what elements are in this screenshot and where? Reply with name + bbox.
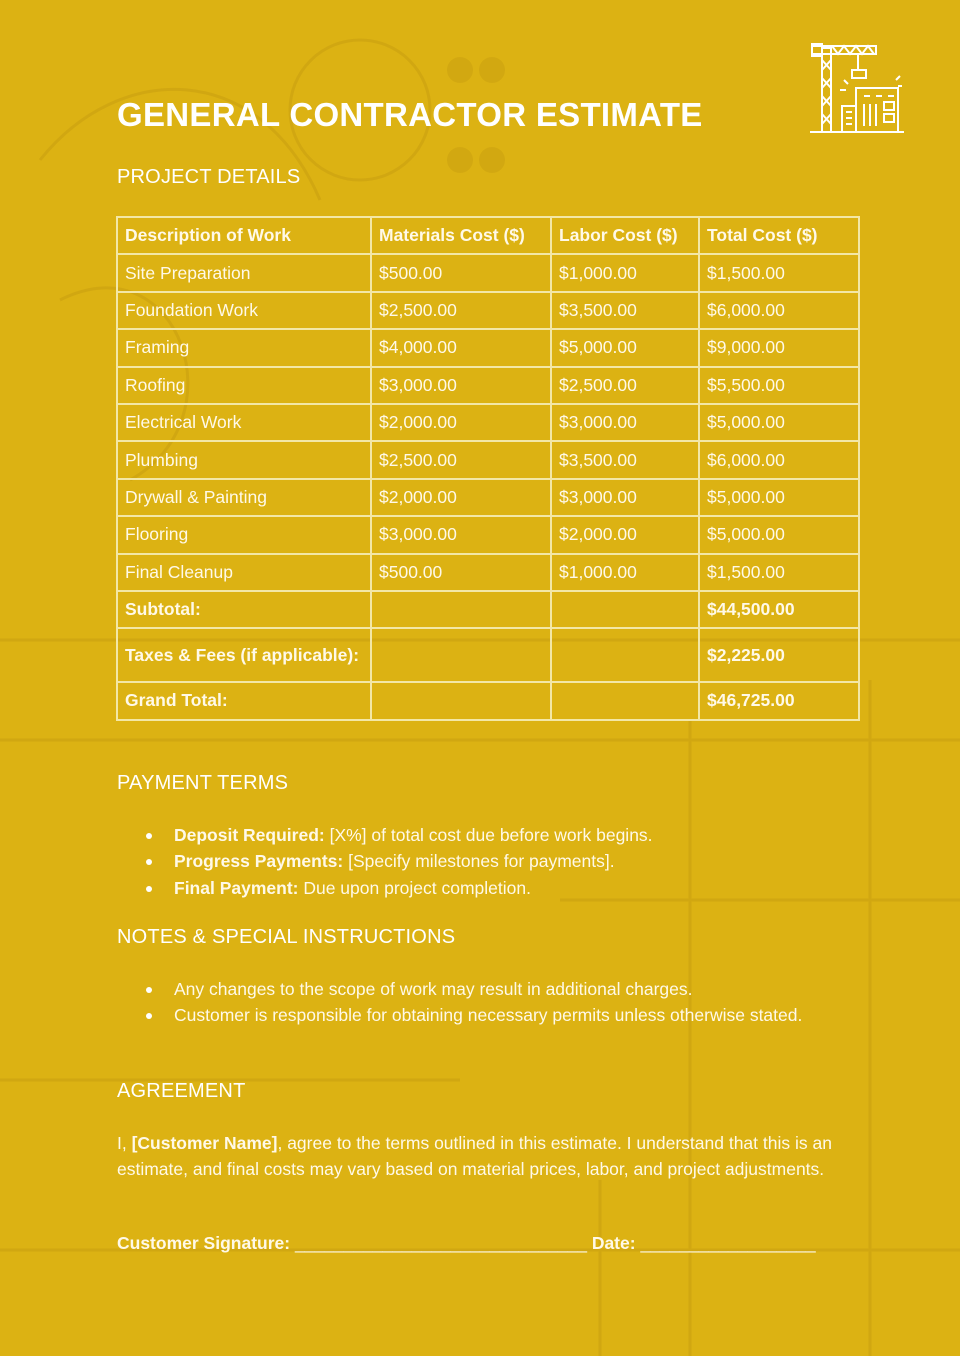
cell-description: Final Cleanup xyxy=(117,554,371,591)
payment-terms-heading: PAYMENT TERMS xyxy=(117,772,289,794)
cell-labor: $1,000.00 xyxy=(551,254,699,291)
cell-total: $1,500.00 xyxy=(699,254,859,291)
table-row xyxy=(117,404,859,441)
subtotal-row xyxy=(117,591,859,628)
term-text: Due upon project completion. xyxy=(298,877,531,898)
cell-materials: $3,000.00 xyxy=(371,367,551,404)
list-item xyxy=(144,875,834,901)
header-description: Description of Work xyxy=(117,217,371,254)
list-item: Customer is responsible for obtaining necessary permits unless otherwise stated. xyxy=(144,1002,844,1028)
payment-terms-list xyxy=(144,822,834,901)
cell-description: Flooring xyxy=(117,516,371,553)
signature-line xyxy=(117,1233,837,1254)
term-text: [Specify milestones for payments]. xyxy=(343,851,615,872)
empty-cell xyxy=(371,682,551,719)
subtotal-value: $44,500.00 xyxy=(699,591,859,628)
taxes-label: Taxes & Fees (if applicable): xyxy=(117,628,371,682)
construction-crane-building-icon xyxy=(808,40,906,138)
document-title: GENERAL CONTRACTOR ESTIMATE xyxy=(117,96,703,133)
cell-materials: $2,500.00 xyxy=(371,441,551,478)
cell-total: $1,500.00 xyxy=(699,554,859,591)
cell-labor: $2,000.00 xyxy=(551,516,699,553)
term-label: Progress Payments: xyxy=(174,851,344,872)
cell-labor: $3,500.00 xyxy=(551,292,699,329)
cell-materials: $2,500.00 xyxy=(371,292,551,329)
notes-list xyxy=(144,976,844,1029)
empty-cell xyxy=(551,682,699,719)
cell-description: Plumbing xyxy=(117,441,371,478)
cell-labor: $2,500.00 xyxy=(551,367,699,404)
term-label: Final Payment: xyxy=(174,877,299,898)
cell-description: Site Preparation xyxy=(117,254,371,291)
subtotal-label: Subtotal: xyxy=(117,591,371,628)
list-item xyxy=(144,822,834,848)
cell-labor: $1,000.00 xyxy=(551,554,699,591)
cell-total: $6,000.00 xyxy=(699,441,859,478)
cell-total: $5,000.00 xyxy=(699,479,859,516)
table-row xyxy=(117,329,859,366)
cell-description: Foundation Work xyxy=(117,292,371,329)
taxes-row xyxy=(117,628,859,682)
header-materials-cost: Materials Cost ($) xyxy=(371,217,551,254)
header-total-cost: Total Cost ($) xyxy=(699,217,859,254)
taxes-value: $2,225.00 xyxy=(699,628,859,682)
estimate-table xyxy=(116,216,860,721)
agreement-body: , agree to the terms outlined in this estimate. I understand that this is an estimate, and final costs may vary based on material prices, labor, and project adjustments. xyxy=(117,1133,832,1180)
empty-cell xyxy=(551,591,699,628)
cell-total: $5,000.00 xyxy=(699,516,859,553)
date-label: Date: xyxy=(591,1233,636,1253)
table-row xyxy=(117,367,859,404)
list-item xyxy=(144,848,834,874)
cell-labor: $5,000.00 xyxy=(551,329,699,366)
notes-heading: NOTES & SPECIAL INSTRUCTIONS xyxy=(117,926,456,948)
cell-description: Electrical Work xyxy=(117,404,371,441)
table-row xyxy=(117,554,859,591)
grand-total-label: Grand Total: xyxy=(117,682,371,719)
cell-labor: $3,000.00 xyxy=(551,479,699,516)
grand-total-value: $46,725.00 xyxy=(699,682,859,719)
agreement-heading: AGREEMENT xyxy=(117,1080,246,1102)
empty-cell xyxy=(551,628,699,682)
signature-label: Customer Signature: xyxy=(117,1233,291,1253)
customer-name-placeholder: [Customer Name] xyxy=(131,1133,278,1153)
term-label: Deposit Required: xyxy=(174,825,325,845)
cell-materials: $2,000.00 xyxy=(371,404,551,441)
cell-total: $9,000.00 xyxy=(699,329,859,366)
cell-materials: $500.00 xyxy=(371,254,551,291)
agreement-text xyxy=(117,1130,837,1183)
cell-description: Drywall & Painting xyxy=(117,479,371,516)
cell-labor: $3,500.00 xyxy=(551,441,699,478)
cell-materials: $3,000.00 xyxy=(371,516,551,553)
empty-cell xyxy=(371,591,551,628)
signature-field[interactable]: ______________________________ xyxy=(294,1233,587,1253)
cell-materials: $500.00 xyxy=(371,554,551,591)
table-row xyxy=(117,441,859,478)
term-text: [X%] of total cost due before work begins. xyxy=(324,825,653,845)
table-row xyxy=(117,254,859,291)
table-row xyxy=(117,292,859,329)
table-row xyxy=(117,516,859,553)
cell-description: Framing xyxy=(117,329,371,366)
cell-description: Roofing xyxy=(117,367,371,404)
cell-total: $5,500.00 xyxy=(699,367,859,404)
cell-total: $6,000.00 xyxy=(699,292,859,329)
list-item: Any changes to the scope of work may result in additional charges. xyxy=(144,976,844,1002)
table-row xyxy=(117,479,859,516)
table-header-row xyxy=(117,217,859,254)
agreement-prefix: I, xyxy=(117,1133,132,1153)
cell-materials: $2,000.00 xyxy=(371,479,551,516)
date-field[interactable]: __________________ xyxy=(640,1233,816,1253)
cell-materials: $4,000.00 xyxy=(371,329,551,366)
cell-labor: $3,000.00 xyxy=(551,404,699,441)
project-details-heading: PROJECT DETAILS xyxy=(117,166,301,188)
cell-total: $5,000.00 xyxy=(699,404,859,441)
header-labor-cost: Labor Cost ($) xyxy=(551,217,699,254)
empty-cell xyxy=(371,628,551,682)
grand-total-row xyxy=(117,682,859,719)
